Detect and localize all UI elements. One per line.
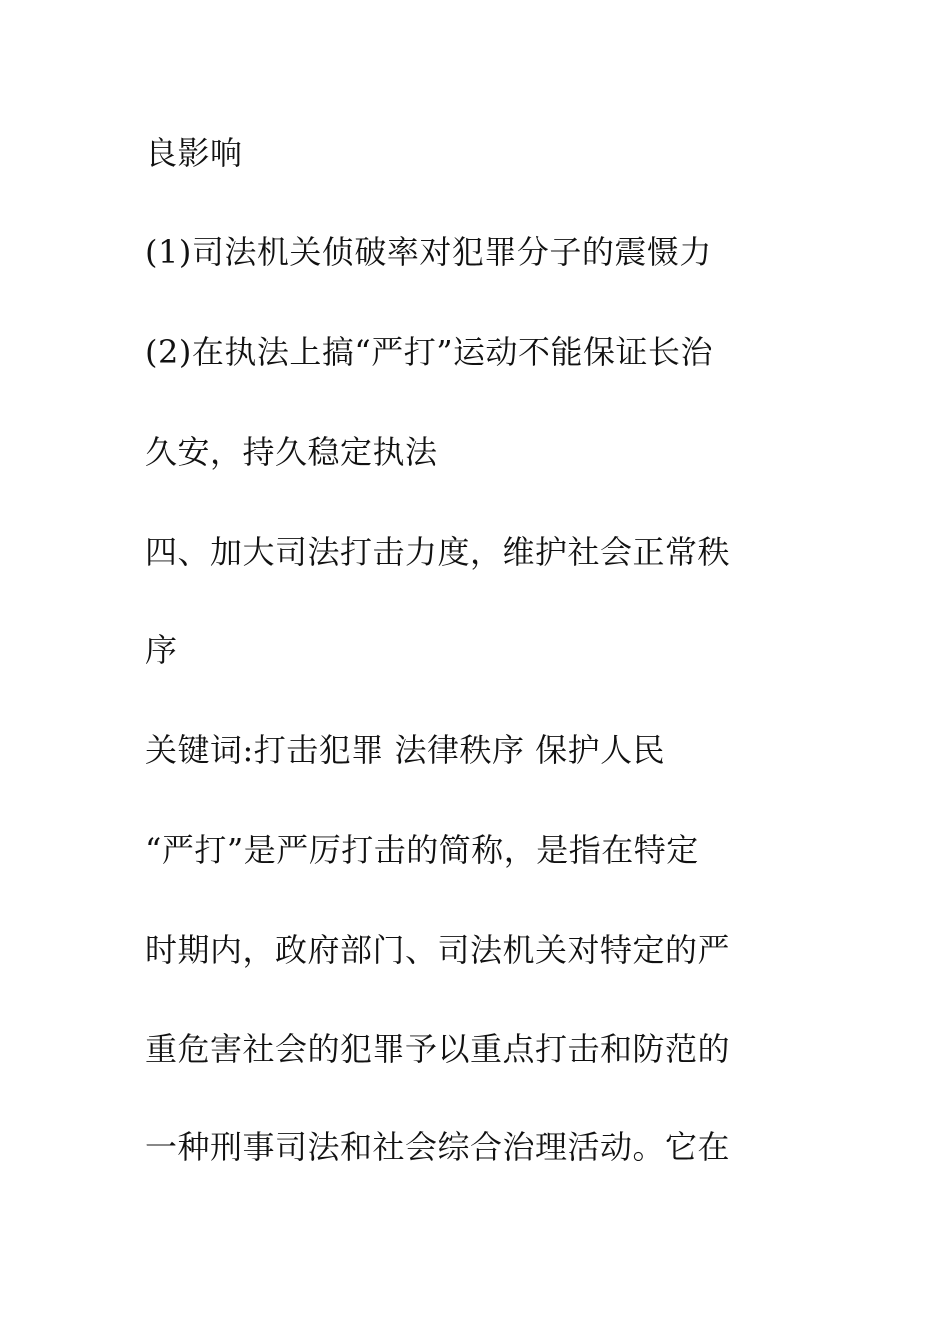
- text-line-10: 重危害社会的犯罪予以重点打击和防范的: [145, 1030, 731, 1068]
- text-line-11: 一种刑事司法和社会综合治理活动。它在: [145, 1128, 731, 1166]
- text-line-4: 久安，持久稳定执法: [145, 433, 438, 471]
- text-line-8: “严打”是严厉打击的简称，是指在特定: [145, 831, 699, 869]
- text-line-6: 序: [145, 631, 178, 669]
- text-line-1: 良影响: [145, 134, 243, 172]
- text-line-5: 四、加大司法打击力度，维护社会正常秩: [145, 533, 731, 571]
- text-line-3: (2)在执法上搞“严打”运动不能保证长治: [145, 333, 714, 371]
- text-line-7: 关键词:打击犯罪 法律秩序 保护人民: [145, 731, 666, 769]
- text-line-9: 时期内，政府部门、司法机关对特定的严: [145, 931, 731, 969]
- text-line-2: (1)司法机关侦破率对犯罪分子的震慑力: [145, 233, 712, 271]
